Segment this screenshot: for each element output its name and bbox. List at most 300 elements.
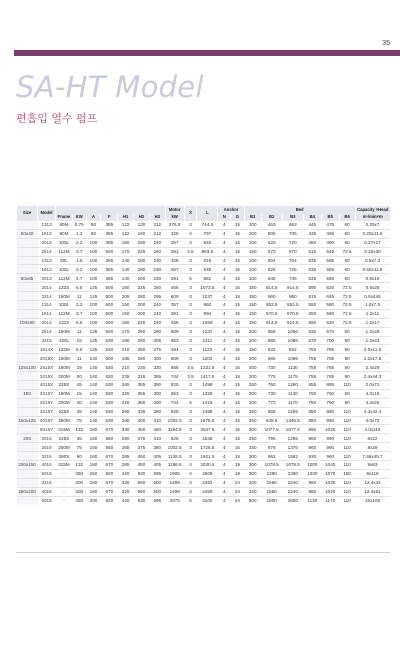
table-cell: 385: [101, 229, 118, 238]
table-cell: 200: [244, 398, 261, 407]
model-cell: 2013: [38, 238, 56, 247]
table-cell: 305: [149, 336, 165, 345]
table-cell: 110: [339, 434, 355, 443]
table-cell: 19: [231, 469, 245, 478]
table-cell: 160M: [56, 327, 73, 336]
size-cell: [17, 292, 38, 301]
table-cell: 785: [321, 372, 339, 381]
size-cell: [17, 469, 38, 478]
table-cell: 4: [218, 416, 231, 425]
table-cell: 180M: [56, 363, 73, 372]
table-cell: 160M: [56, 354, 73, 363]
table-cell: 11: [72, 327, 86, 336]
table-cell: 285: [118, 461, 134, 470]
table-cell: 90: [339, 354, 355, 363]
size-cell: [17, 496, 38, 504]
table-cell: 200: [134, 301, 150, 310]
table-cell: -: [56, 469, 73, 478]
size-cell: 50x40: [17, 229, 38, 238]
model-cell: 2014: [38, 283, 56, 292]
table-cell: 980: [303, 478, 321, 487]
table-cell: 200: [72, 487, 86, 496]
table-cell: 150: [244, 292, 261, 301]
table-cell: 885: [321, 381, 339, 390]
table-cell: 100L: [56, 238, 73, 247]
table-cell: 795: [261, 434, 282, 443]
model-cell: 1314: [38, 301, 56, 310]
table-cell: 660: [261, 292, 282, 301]
table-cell: 670: [101, 452, 118, 461]
table-cell: 180: [134, 238, 150, 247]
table-cell: 4.0x72: [355, 416, 390, 425]
table-cell: 355: [134, 398, 150, 407]
table-cell: 1326: [197, 389, 218, 398]
table-row: [17, 407, 391, 416]
table-row: [17, 301, 391, 310]
sub-header-cell: A: [86, 214, 101, 222]
table-cell: 8x116: [355, 469, 390, 478]
table-cell: 704: [282, 256, 303, 265]
table-cell: 570.5: [261, 309, 282, 318]
table-cell: 170: [118, 327, 134, 336]
table-cell: 276.5: [168, 222, 181, 228]
sub-header-cell: H2: [134, 214, 150, 222]
table-cell: 500: [101, 283, 118, 292]
table-cell: 140: [118, 274, 134, 283]
table-cell: 315: [134, 372, 150, 381]
table-cell: 595: [149, 469, 165, 478]
table-cell: 500: [101, 354, 118, 363]
table-cell: 881: [197, 274, 218, 283]
table-cell: 2240: [282, 478, 303, 487]
table-cell: 160L: [56, 336, 73, 345]
table-cell: 2.5: [184, 247, 197, 256]
sub-header-cell: Frame: [56, 214, 73, 222]
table-cell: 250: [244, 381, 261, 390]
table-cell: 300: [244, 461, 261, 470]
table-cell: 12.4x42: [355, 478, 390, 487]
model-cell: 3214: [38, 292, 56, 301]
size-cell: [17, 336, 38, 345]
col-group-dimensions: [56, 206, 166, 214]
table-cell: 845: [197, 238, 218, 247]
table-cell: 494: [165, 345, 184, 354]
table-cell: 160: [134, 229, 150, 238]
table-cell: 500: [101, 247, 118, 256]
table-cell: 150: [118, 309, 134, 318]
table-cell: 15: [231, 452, 245, 461]
table-cell: 15: [231, 407, 245, 416]
model-cell: 3215Y: [38, 407, 56, 416]
table-cell: 11: [72, 354, 86, 363]
table-cell: 1295: [282, 434, 303, 443]
table-cell: 645: [321, 292, 339, 301]
table-cell: 140: [86, 354, 101, 363]
table-cell: 60: [339, 229, 355, 238]
table-cell: 4: [218, 407, 231, 416]
table-cell: 630: [134, 469, 150, 478]
table-cell: 560: [101, 443, 118, 452]
model-cell: 3216: [38, 478, 56, 487]
table-cell: 280: [134, 292, 150, 301]
table-cell: 90L: [56, 256, 73, 265]
table-cell: 535: [303, 256, 321, 265]
table-cell: 3: [184, 327, 197, 336]
size-cell: [17, 452, 38, 461]
table-cell: 785: [321, 345, 339, 354]
table-cell: 4: [218, 247, 231, 256]
table-row: [17, 318, 391, 327]
table-cell: 4: [222, 222, 226, 228]
table-cell: 990: [321, 434, 339, 443]
spec-table-container: [16, 206, 390, 505]
table-cell: 1499: [165, 487, 184, 496]
table-cell: 30: [72, 372, 86, 381]
table-cell: 3: [184, 416, 197, 425]
table-cell: 380: [149, 407, 165, 416]
table-cell: 560: [101, 434, 118, 443]
table-cell: 1498: [197, 381, 218, 390]
table-cell: 914.5: [282, 283, 303, 292]
table-cell: 880: [321, 416, 339, 425]
table-cell: 200: [244, 327, 261, 336]
table-cell: 275: [149, 345, 165, 354]
table-cell: 5: [184, 496, 197, 504]
table-cell: 670: [321, 327, 339, 336]
table-cell: 850: [303, 416, 321, 425]
table-cell: 150: [339, 469, 355, 478]
table-cell: 180: [134, 256, 150, 265]
table-cell: 100L: [56, 301, 73, 310]
table-cell: 545: [321, 247, 339, 256]
table-cell: 670: [101, 461, 118, 470]
table-cell: 4: [218, 487, 231, 496]
table-cell: 140: [118, 256, 134, 265]
table-cell: 15: [231, 274, 245, 283]
table-cell: 300: [244, 469, 261, 478]
table-row: [17, 345, 391, 354]
table-cell: 400: [134, 416, 150, 425]
table-cell: 450: [134, 461, 150, 470]
table-cell: 3: [184, 336, 197, 345]
table-cell: 200M: [56, 398, 73, 407]
table-cell: 100: [244, 238, 261, 247]
model-cell: 2515X: [38, 363, 56, 372]
table-cell: 1170: [321, 496, 339, 504]
table-cell: 100: [86, 247, 101, 256]
table-cell: 24: [231, 478, 245, 487]
table-cell: 4: [218, 496, 231, 504]
size-cell: [17, 247, 38, 256]
table-cell: 100: [244, 274, 261, 283]
table-cell: 632: [261, 345, 282, 354]
table-cell: 990: [321, 443, 339, 452]
table-cell: 15: [231, 372, 245, 381]
spec-table: [16, 206, 390, 505]
table-cell: 686: [261, 336, 282, 345]
table-cell: 90: [339, 363, 355, 372]
table-cell: 140: [118, 265, 134, 274]
table-cell: 1499: [165, 478, 184, 487]
table-cell: 2030.5: [197, 461, 218, 470]
col-x: X: [184, 206, 197, 221]
table-cell: 315M: [56, 461, 73, 470]
table-row: [17, 283, 391, 292]
table-cell: 100: [86, 265, 101, 274]
size-cell: [17, 381, 38, 390]
table-cell: 1260: [282, 381, 303, 390]
table-cell: 391: [165, 274, 184, 283]
table-cell: 19: [72, 363, 86, 372]
table-cell: 230: [149, 256, 165, 265]
capacity-unit: m³/min×m: [355, 214, 390, 222]
size-cell: 100x80: [17, 318, 38, 327]
table-cell: 45: [72, 381, 86, 390]
table-cell: 357: [165, 301, 184, 310]
table-cell: 15: [231, 363, 245, 372]
table-row: [17, 372, 391, 381]
table-cell: 790: [321, 398, 339, 407]
sub-header-cell: KW: [72, 214, 86, 222]
table-cell: 100: [244, 256, 261, 265]
table-cell: 1.2x28: [355, 327, 390, 336]
table-cell: 15: [231, 398, 245, 407]
table-cell: 820: [101, 496, 118, 504]
table-cell: 280: [134, 336, 150, 345]
table-cell: 80: [86, 229, 101, 238]
table-cell: 140: [86, 363, 101, 372]
table-cell: 490: [321, 238, 339, 247]
table-cell: 595: [149, 496, 165, 504]
table-cell: 150: [244, 309, 261, 318]
table-cell: 670: [101, 478, 118, 487]
model-cell: 1313: [41, 222, 52, 228]
table-cell: 110: [339, 425, 355, 434]
table-cell: 1020: [321, 425, 339, 434]
table-cell: 500: [149, 478, 165, 487]
table-cell: 2.4x29: [355, 363, 390, 372]
table-cell: 250: [244, 416, 261, 425]
table-row: [17, 478, 391, 487]
table-cell: 4: [218, 274, 231, 283]
table-cell: 112M: [56, 247, 73, 256]
table-cell: 1130: [282, 363, 303, 372]
table-row: [17, 363, 391, 372]
table-cell: 150: [244, 283, 261, 292]
table-cell: 391: [165, 309, 184, 318]
table-cell: 250M: [56, 416, 73, 425]
table-cell: 315M: [56, 425, 73, 434]
table-cell: 15: [231, 238, 245, 247]
table-cell: 150: [244, 247, 261, 256]
header-row-group: [17, 206, 391, 214]
table-cell: 4: [184, 229, 197, 238]
table-cell: 816: [197, 256, 218, 265]
table-cell: 112M: [56, 274, 73, 283]
table-cell: 620: [321, 283, 339, 292]
table-cell: 190: [118, 336, 134, 345]
table-cell: 250: [244, 407, 261, 416]
table-cell: 72.5: [339, 318, 355, 327]
sub-header-cell: N: [218, 214, 231, 222]
table-cell: 16x108: [355, 496, 390, 504]
size-cell: [17, 256, 38, 265]
table-cell: 200: [86, 496, 101, 504]
table-cell: 3: [184, 434, 197, 443]
model-cell: 2015Y: [38, 389, 56, 398]
table-cell: 1086: [282, 354, 303, 363]
sub-header-cell: B2: [261, 214, 282, 222]
table-cell: 2.4x44.3: [355, 372, 390, 381]
table-cell: 240: [149, 318, 165, 327]
table-cell: 280: [149, 327, 165, 336]
table-row: [17, 434, 391, 443]
table-cell: 560: [134, 478, 150, 487]
table-cell: 385: [101, 238, 118, 247]
model-cell: 2013: [38, 274, 56, 283]
header-accent-bar: [14, 50, 400, 56]
table-cell: 328: [165, 256, 184, 265]
table-cell: 515: [303, 247, 321, 256]
table-cell: 290: [118, 434, 134, 443]
table-cell: 250: [149, 283, 165, 292]
table-cell: 700: [321, 336, 339, 345]
col-capacity: Capacity ×Head: [355, 206, 390, 214]
table-cell: 615: [303, 292, 321, 301]
table-cell: 150: [244, 345, 261, 354]
table-cell: 797: [197, 229, 218, 238]
table-cell: 500: [101, 318, 118, 327]
table-cell: 72.5: [339, 283, 355, 292]
size-cell: [17, 372, 38, 381]
table-cell: 1020: [321, 487, 339, 496]
table-cell: 2.2: [72, 301, 86, 310]
table-cell: 15: [231, 318, 245, 327]
table-cell: 3100: [197, 496, 218, 504]
table-cell: 230: [149, 274, 165, 283]
table-cell: 100: [86, 309, 101, 318]
table-cell: 565: [321, 265, 339, 274]
table-bottom-rule: [16, 552, 390, 553]
table-cell: 110: [339, 452, 355, 461]
model-cell: 3216: [38, 452, 56, 461]
table-cell: 132M: [56, 345, 73, 354]
table-cell: 825: [165, 434, 184, 443]
table-cell: 526: [261, 265, 282, 274]
table-row: [17, 461, 391, 470]
table-cell: 590: [303, 318, 321, 327]
table-cell: 1498: [197, 407, 218, 416]
table-cell: 2.2: [72, 238, 86, 247]
table-cell: 520: [261, 238, 282, 247]
table-cell: 530: [101, 389, 118, 398]
table-cell: 140: [86, 381, 101, 390]
table-cell: 4: [218, 309, 231, 318]
table-cell: 330: [118, 425, 134, 434]
sub-header-cell: B1: [244, 214, 261, 222]
table-row: [17, 469, 391, 478]
table-cell: 3.7: [72, 274, 86, 283]
table-cell: 530: [101, 372, 118, 381]
size-cell: [17, 443, 38, 452]
table-cell: 1376: [282, 443, 303, 452]
table-cell: 4: [218, 452, 231, 461]
table-cell: 670: [303, 336, 321, 345]
table-cell: 250M: [56, 443, 73, 452]
table-row: [17, 229, 391, 238]
size-cell: [17, 221, 38, 229]
table-cell: 100: [86, 256, 101, 265]
table-cell: 45: [72, 407, 86, 416]
table-cell: 1130: [303, 496, 321, 504]
table-cell: 744: [165, 372, 184, 381]
table-cell: 265: [118, 443, 134, 452]
table-cell: 820: [101, 469, 118, 478]
col-l: L: [197, 206, 218, 221]
table-cell: 180: [134, 265, 150, 274]
table-cell: 150: [244, 318, 261, 327]
table-cell: 420: [118, 496, 134, 504]
table-cell: 1390: [261, 469, 282, 478]
table-cell: 225: [118, 389, 134, 398]
table-cell: 132: [72, 461, 86, 470]
table-cell: 3: [184, 318, 197, 327]
table-cell: 200: [244, 389, 261, 398]
table-cell: 212: [153, 222, 162, 228]
table-cell: 60: [339, 256, 355, 265]
model-cell: 5018: [38, 496, 56, 504]
table-cell: 110: [339, 407, 355, 416]
table-cell: 3: [184, 381, 197, 390]
table-cell: 4.0x18: [355, 389, 390, 398]
table-cell: 290: [118, 416, 134, 425]
table-cell: 450: [149, 425, 165, 434]
table-cell: 1078.5: [261, 461, 282, 470]
col-group-bed: Bed: [244, 206, 355, 214]
table-cell: 100: [244, 265, 261, 274]
table-cell: 100L: [56, 265, 73, 274]
table-cell: 72.5: [339, 247, 355, 256]
table-cell: 1.0x7.5: [355, 301, 390, 310]
table-cell: 535: [303, 265, 321, 274]
table-cell: 609: [165, 292, 184, 301]
model-cell: 2015: [38, 434, 56, 443]
table-cell: 760: [303, 389, 321, 398]
table-cell: 1237: [197, 327, 218, 336]
table-cell: 1.3: [72, 229, 86, 238]
table-cell: 744: [165, 398, 184, 407]
spec-table-header: [17, 206, 391, 221]
table-cell: 122: [121, 222, 130, 228]
table-cell: 530: [101, 398, 118, 407]
table-cell: 1056: [282, 327, 303, 336]
size-cell: 200: [17, 434, 38, 443]
table-cell: 445: [308, 222, 317, 228]
table-cell: 855: [303, 381, 321, 390]
table-cell: 500: [101, 309, 118, 318]
table-cell: 375: [134, 443, 150, 452]
table-cell: 790: [321, 389, 339, 398]
table-cell: 2.2: [72, 265, 86, 274]
table-cell: 1905: [165, 469, 184, 478]
table-cell: 265: [118, 407, 134, 416]
table-cell: 100: [244, 229, 261, 238]
size-cell: [17, 309, 38, 318]
table-cell: 225: [134, 247, 150, 256]
model-cell: 1613: [38, 265, 56, 274]
table-cell: 3: [184, 309, 197, 318]
table-cell: 456: [165, 283, 184, 292]
